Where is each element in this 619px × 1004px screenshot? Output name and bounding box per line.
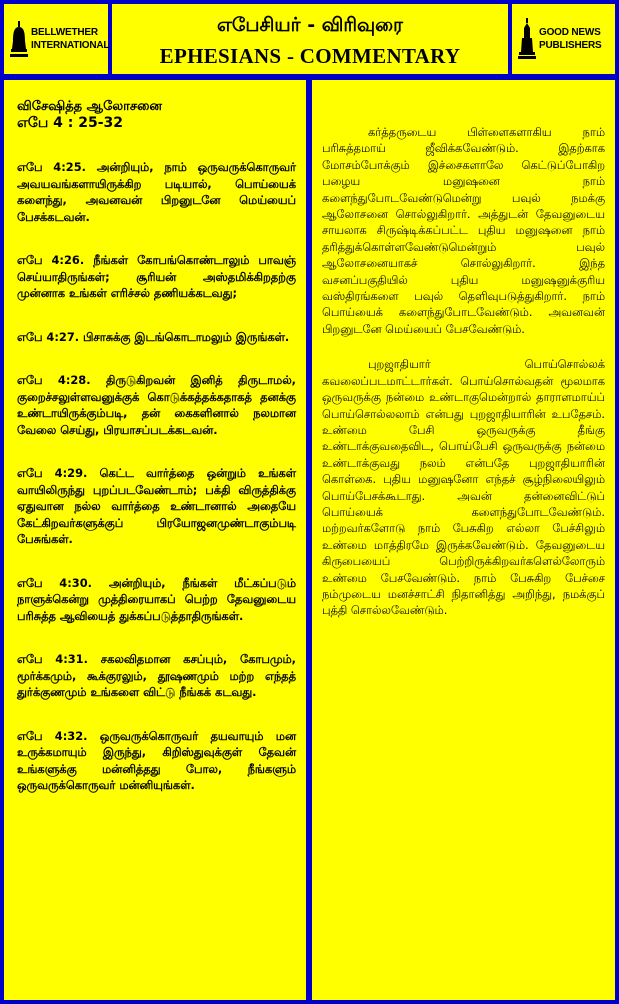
tower-icon	[518, 18, 536, 60]
section-heading: விசேஷித்த ஆலோசனை	[17, 99, 163, 114]
title-english: EPHESIANS - COMMENTARY	[159, 44, 461, 68]
verse-4-32: எபே 4:32. ஒருவருக்கொருவர் தயவாயும் மன உருக்கமாயும் இருந்து, கிறிஸ்துவுக்குள் தேவன் உங்களுக்கு மன்னித்தது போல, நீங்களும் ஒருவருக்கொருவர் மன்னியுங்கள்.	[17, 728, 296, 792]
verse-4-30: எபே 4:30. அன்றியும், நீங்கள் மீட்கப்படும் நாளுக்கென்று முத்திரையாகப் பெற்ற தேவனுடைய பரிசுத்த ஆவியைத் துக்கப்படுத்தாதிருங்கள்.	[17, 575, 296, 623]
logo-line-1: BELLWETHER	[31, 27, 98, 38]
page-header	[112, 4, 508, 74]
scripture-column	[4, 80, 306, 1000]
commentary-paragraph-1: கர்த்தருடைய பிள்ளைகளாகிய நாம் பரிசுத்தமாய் ஜீவிக்கவேண்டும். இதற்காக மோசம்போக்கும் இச்சைகளாலே கெட்டுப்போகிற பழைய மனுஷனை நாம் களைந்துபோடவேண்டுமென்று பவுல் நமக்கு ஆலோசனை சொல்லுகிறார். அத்துடன் தேவனுடைய சாயலாக சிருஷ்டிக்கப்பட்ட புதிய மனுஷனை நாம் தரித்துக்கொள்ளவேண்டுமென்றும் பவுல் ஆலோசனையாகச் சொல்லுகிறார். இந்த வசனப்பகுதியில் புதிய மனுஷனுக்குரிய வஸ்திரங்களை பவுல் தெளிவுபடுத்துகிறார். நாம் பொய்யைக் களைந்துபோடவேண்டும். அவனவன் பிறனுடனே மெய்யைப் பேசவேண்டும்.	[322, 125, 605, 336]
good-news-logo	[512, 4, 615, 74]
commentary-paragraph-2: புறஜாதியார் பொய்சொல்லக் கவலைப்படமாட்டார்கள். பொய்சொல்வதன் மூலமாக ஒருவருக்கு நன்மை உண்டாகுமென்றால் தாராளமாய்ப் பொய்சொல்லலாம் என்பது புறஜாதியாரின் உபதேசம். உண்மை பேசி ஒருவருக்கு தீங்கு உண்டாக்குவதைவிட, பொய்பேசி ஒருவருக்கு நன்மை உண்டாக்குவது நலம் என்பதே புறஜாதியாரின் கொள்கை. புதிய மனுஷனோ எந்தச் சூழ்நிலையிலும் பொய்பேசக்கூடாது. அவன் தன்னைவிட்டுப் பொய்யைக் களைந்துபோடவேண்டும். மற்றவர்களோடு நாம் பேசுகிற எல்லா பேச்சிலும் உண்மை மாத்திரமே இருக்கவேண்டும். தேவனுடைய கிருபையைப் பெற்றிருக்கிறவர்களெல்லோரும் உண்மை பேசவேண்டும். நாம் பேசுகிற பேச்சை நம்முடைய மனச்சாட்சி நிதானித்து அறிந்து, நமக்குப் புத்தி சொல்லவேண்டும்.	[322, 357, 605, 618]
commentary-column	[312, 80, 615, 1000]
verse-4-27: எபே 4:27. பிசாசுக்கு இடங்கொடாமலும் இருங்கள்.	[17, 329, 290, 344]
logo-line-2: INTERNATIONAL	[31, 40, 110, 51]
bell-icon	[10, 19, 28, 59]
verse-4-25: எபே 4:25. அன்றியும், நாம் ஒருவருக்கொருவர் அவயவங்களாயிருக்கிற படியால், பொய்யைக் களைந்து, அவனவன் பிறனுடனே மெய்யைப் பேசக்கடவன்.	[17, 160, 296, 224]
verse-4-28: எபே 4:28. திருடுகிறவன் இனித் திருடாமல், குறைச்சலுள்ளவனுக்குக் கொடுக்கத்தக்கதாகத் தனக்கு உண்டாயிருக்கும்படி, தன் கைகளினால் நலமான வேலை செய்து, பிரயாசப்படக்கடவன்.	[17, 373, 296, 437]
logo-line-1: GOOD NEWS	[539, 27, 601, 38]
logo-line-2: PUBLISHERS	[539, 40, 602, 51]
scripture-reference: எபே 4 : 25-32	[17, 115, 124, 131]
verse-4-29: எபே 4:29. கெட்ட வார்த்தை ஒன்றும் உங்கள் வாயிலிருந்து புறப்படவேண்டாம்; பக்தி விருத்திக்கு ஏதுவான நல்ல வார்த்தை உண்டானால் அதையே கேட்கிறவர்களுக்குப் பிரயோஜனமுண்டாகும்படி பேசுங்கள்.	[17, 466, 296, 546]
bellwether-logo	[4, 4, 108, 74]
verse-4-26: எபே 4:26. நீங்கள் கோபங்கொண்டாலும் பாவஞ் செய்யாதிருங்கள்; சூரியன் அஸ்தமிக்கிறதற்கு முன்னாக உங்கள் எரிச்சல் தணியக்கடவது;	[17, 253, 296, 300]
title-tamil: எபேசியர் - விரிவுரை	[217, 14, 403, 36]
verse-4-31: எபே 4:31. சகலவிதமான கசப்பும், கோபமும், மூர்க்கமும், கூக்குரலும், தூஷணமும் மற்ற எந்தத் துர்க்குணமும் உங்களை விட்டு நீங்கக் கடவது.	[17, 652, 296, 699]
